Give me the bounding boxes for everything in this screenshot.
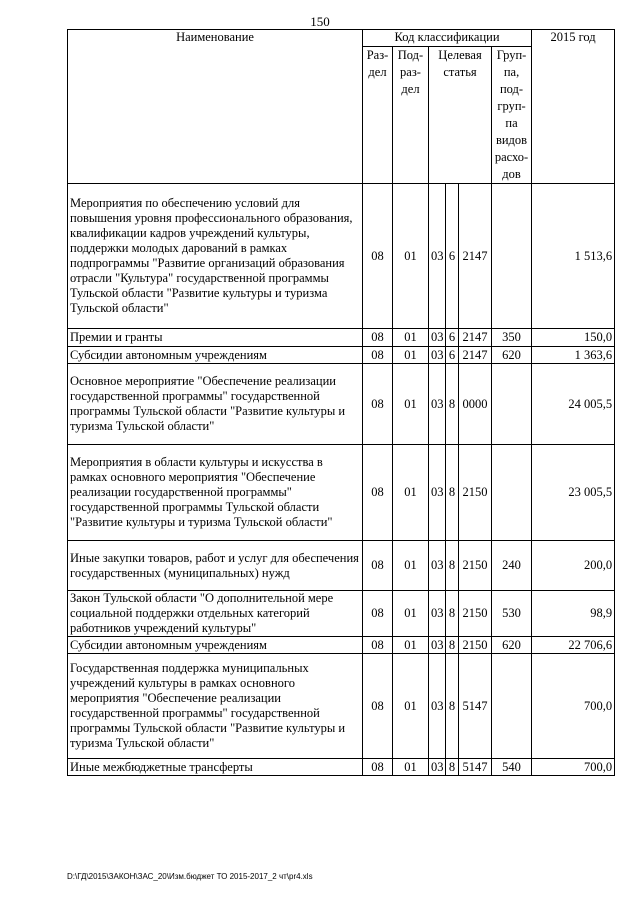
row-target-direction: 5147 bbox=[459, 654, 492, 759]
row-target-program: 03 bbox=[429, 637, 446, 654]
header-year: 2015 год bbox=[532, 30, 615, 184]
row-subsection: 01 bbox=[393, 445, 429, 541]
row-subsection: 01 bbox=[393, 364, 429, 445]
row-subsection: 01 bbox=[393, 347, 429, 364]
table-row bbox=[68, 184, 615, 329]
row-amount: 24 005,5 bbox=[532, 364, 615, 445]
row-section: 08 bbox=[363, 591, 393, 637]
row-target-program: 03 bbox=[429, 364, 446, 445]
row-target-direction: 2150 bbox=[459, 445, 492, 541]
row-section: 08 bbox=[363, 329, 393, 347]
table-row bbox=[68, 347, 615, 364]
row-subsection: 01 bbox=[393, 654, 429, 759]
row-target-direction: 2150 bbox=[459, 591, 492, 637]
row-name: Премии и гранты bbox=[68, 329, 363, 347]
row-section: 08 bbox=[363, 637, 393, 654]
table-row bbox=[68, 654, 615, 759]
row-section: 08 bbox=[363, 445, 393, 541]
row-section: 08 bbox=[363, 347, 393, 364]
table-row bbox=[68, 591, 615, 637]
row-subsection: 01 bbox=[393, 591, 429, 637]
row-target-subprogram: 6 bbox=[446, 347, 459, 364]
row-expense-group: 540 bbox=[492, 759, 532, 776]
row-target-program: 03 bbox=[429, 759, 446, 776]
row-name: Закон Тульской области "О дополнительной мере социальной поддержки отдельных категорий работников учреждений культуры" bbox=[68, 591, 363, 637]
row-expense-group: 530 bbox=[492, 591, 532, 637]
row-name: Основное мероприятие "Обеспечение реализации государственной программы" государственной программы Тульской области "Развитие культуры и туризма Тульской области" bbox=[68, 364, 363, 445]
row-expense-group bbox=[492, 654, 532, 759]
row-expense-group bbox=[492, 364, 532, 445]
row-target-program: 03 bbox=[429, 445, 446, 541]
row-section: 08 bbox=[363, 364, 393, 445]
row-target-subprogram: 8 bbox=[446, 591, 459, 637]
row-target-direction: 2147 bbox=[459, 184, 492, 329]
header-row-1 bbox=[68, 30, 615, 47]
row-expense-group: 620 bbox=[492, 637, 532, 654]
row-target-program: 03 bbox=[429, 654, 446, 759]
row-target-subprogram: 8 bbox=[446, 759, 459, 776]
row-section: 08 bbox=[363, 654, 393, 759]
row-amount: 1 513,6 bbox=[532, 184, 615, 329]
row-amount: 200,0 bbox=[532, 541, 615, 591]
header-classification-code: Код классификации bbox=[363, 30, 532, 47]
header-name: Наименование bbox=[68, 30, 363, 184]
row-target-direction: 5147 bbox=[459, 759, 492, 776]
file-path-footer: D:\ГД\2015\ЗАКОН\ЗАС_20\Изм.бюджет ТО 2015-2017_2 чт\pr4.xls bbox=[67, 872, 313, 881]
row-target-subprogram: 8 bbox=[446, 654, 459, 759]
row-amount: 150,0 bbox=[532, 329, 615, 347]
row-expense-group bbox=[492, 445, 532, 541]
row-subsection: 01 bbox=[393, 184, 429, 329]
page-number: 150 bbox=[310, 14, 330, 29]
row-target-direction: 2150 bbox=[459, 637, 492, 654]
row-name: Субсидии автономным учреждениям bbox=[68, 637, 363, 654]
row-amount: 22 706,6 bbox=[532, 637, 615, 654]
row-amount: 700,0 bbox=[532, 654, 615, 759]
row-target-direction: 2147 bbox=[459, 329, 492, 347]
row-amount: 700,0 bbox=[532, 759, 615, 776]
row-expense-group: 240 bbox=[492, 541, 532, 591]
row-section: 08 bbox=[363, 759, 393, 776]
row-target-program: 03 bbox=[429, 347, 446, 364]
row-name: Иные закупки товаров, работ и услуг для обеспечения государственных (муниципальных) нужд bbox=[68, 541, 363, 591]
row-amount: 1 363,6 bbox=[532, 347, 615, 364]
row-target-subprogram: 8 bbox=[446, 637, 459, 654]
table-row bbox=[68, 637, 615, 654]
row-name: Мероприятия в области культуры и искусства в рамках основного мероприятия "Обеспечение реализации государственной программы" государственной программы Тульской области "Развитие культуры и туризма Тульской области" bbox=[68, 445, 363, 541]
table-row bbox=[68, 759, 615, 776]
row-subsection: 01 bbox=[393, 541, 429, 591]
row-target-subprogram: 6 bbox=[446, 329, 459, 347]
row-target-program: 03 bbox=[429, 184, 446, 329]
row-target-direction: 0000 bbox=[459, 364, 492, 445]
row-subsection: 01 bbox=[393, 759, 429, 776]
table-row bbox=[68, 329, 615, 347]
row-expense-group: 350 bbox=[492, 329, 532, 347]
row-section: 08 bbox=[363, 184, 393, 329]
header-target-article: Целевая статья bbox=[429, 47, 492, 184]
header-expense-group: Груп- па, под- груп- па видов расхо- дов bbox=[492, 47, 532, 184]
row-subsection: 01 bbox=[393, 329, 429, 347]
row-target-program: 03 bbox=[429, 329, 446, 347]
row-target-direction: 2147 bbox=[459, 347, 492, 364]
header-section: Раз- дел bbox=[363, 47, 393, 184]
header-subsection: Под- раз- дел bbox=[393, 47, 429, 184]
row-section: 08 bbox=[363, 541, 393, 591]
row-name: Субсидии автономным учреждениям bbox=[68, 347, 363, 364]
row-amount: 98,9 bbox=[532, 591, 615, 637]
row-target-subprogram: 6 bbox=[446, 184, 459, 329]
table-row bbox=[68, 364, 615, 445]
row-name: Мероприятия по обеспечению условий для повышения уровня профессионального образования, квалификации кадров учреждений культуры, поддержки молодых дарований в рамках подпрограммы "Развитие организаций образования отрасли "Культура" государственной программы Тульской области "Развитие культуры и туризма Тульской области" bbox=[68, 184, 363, 329]
row-target-direction: 2150 bbox=[459, 541, 492, 591]
row-name: Государственная поддержка муниципальных учреждений культуры в рамках основного мероприятия "Обеспечение реализации государственной программы" государственной программы Тульской области "Развитие культуры и туризма Тульской области" bbox=[68, 654, 363, 759]
table-row bbox=[68, 445, 615, 541]
row-amount: 23 005,5 bbox=[532, 445, 615, 541]
table-row bbox=[68, 541, 615, 591]
row-target-subprogram: 8 bbox=[446, 364, 459, 445]
row-name: Иные межбюджетные трансферты bbox=[68, 759, 363, 776]
row-expense-group bbox=[492, 184, 532, 329]
budget-table bbox=[67, 29, 615, 776]
row-subsection: 01 bbox=[393, 637, 429, 654]
row-target-program: 03 bbox=[429, 541, 446, 591]
row-target-subprogram: 8 bbox=[446, 541, 459, 591]
row-target-program: 03 bbox=[429, 591, 446, 637]
row-expense-group: 620 bbox=[492, 347, 532, 364]
row-target-subprogram: 8 bbox=[446, 445, 459, 541]
